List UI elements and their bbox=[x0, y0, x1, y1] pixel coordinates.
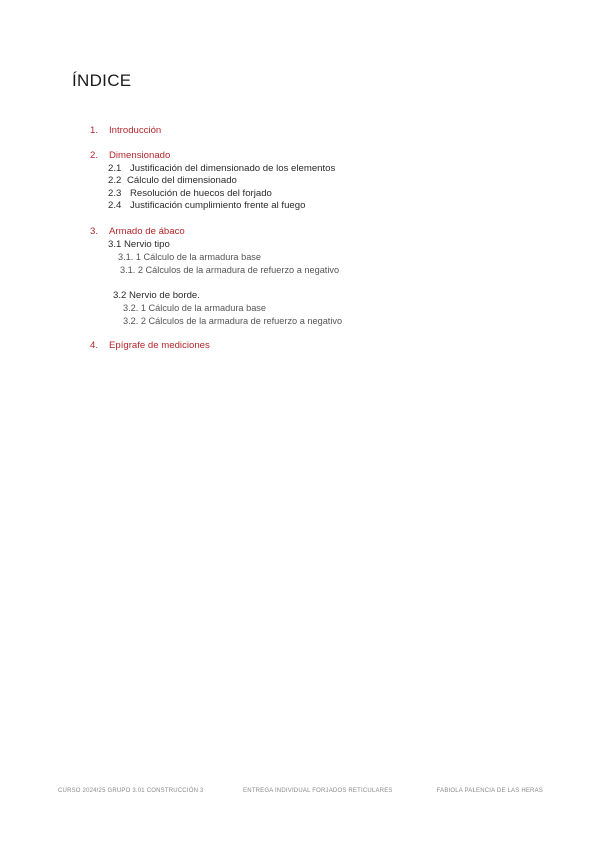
toc-group-3-1[interactable]: 3.1 Nervio tipo bbox=[108, 239, 170, 250]
toc-section-1[interactable] bbox=[90, 125, 161, 137]
toc-item-2-3-label: Resolución de huecos del forjado bbox=[130, 188, 272, 199]
toc-item-2-4-label: Justificación cumplimiento frente al fuego bbox=[130, 200, 306, 211]
toc-group-3-2[interactable]: 3.2 Nervio de borde. bbox=[113, 290, 200, 301]
toc-item-3-1-1[interactable]: 3.1. 1 Cálculo de la armadura base bbox=[118, 252, 262, 262]
footer-course: CURSO 2024/25 GRUPO 3.01 CONSTRUCCIÓN 3 bbox=[58, 788, 204, 794]
toc-item-2-2[interactable] bbox=[108, 175, 237, 187]
toc-item-2-1-label: Justificación del dimensionado de los elementos bbox=[130, 163, 336, 174]
toc-item-2-2-label: Cálculo del dimensionado bbox=[127, 175, 237, 186]
toc-item-2-4-number: 2.4 bbox=[108, 200, 122, 211]
toc-item-3-1-2[interactable]: 3.1. 2 Cálculos de la armadura de refuerzo a negativo bbox=[120, 265, 340, 275]
toc-section-4-number: 4. bbox=[90, 340, 99, 351]
toc-section-1-label: Introducción bbox=[109, 125, 162, 136]
toc-item-2-2-number: 2.2 bbox=[108, 175, 122, 186]
toc-item-3-2-2[interactable]: 3.2. 2 Cálculos de la armadura de refuerzo a negativo bbox=[123, 316, 343, 326]
toc-section-4-label: Epígrafe de mediciones bbox=[109, 340, 210, 351]
toc-section-3-number: 3. bbox=[90, 226, 99, 237]
footer-author: FABIOLA PALENCIA DE LAS HERAS bbox=[436, 788, 543, 794]
toc-item-2-3-number: 2.3 bbox=[108, 188, 122, 199]
toc-item-2-4[interactable] bbox=[108, 200, 305, 212]
toc-section-2-label: Dimensionado bbox=[109, 150, 171, 161]
page-title: ÍNDICE bbox=[72, 71, 132, 90]
toc-section-3-label: Armado de ábaco bbox=[109, 226, 185, 237]
footer-title: ENTREGA INDIVIDUAL FORJADOS RETICULARES bbox=[243, 788, 393, 794]
toc-item-2-1[interactable] bbox=[108, 163, 335, 175]
toc-section-2[interactable] bbox=[90, 150, 170, 162]
toc-section-1-number: 1. bbox=[90, 125, 99, 136]
toc-item-2-3[interactable] bbox=[108, 188, 272, 200]
toc-item-3-2-1[interactable]: 3.2. 1 Cálculo de la armadura base bbox=[123, 303, 267, 313]
toc-section-2-number: 2. bbox=[90, 150, 99, 161]
toc-section-4[interactable] bbox=[90, 340, 210, 352]
toc-section-3[interactable] bbox=[90, 226, 185, 238]
toc-item-2-1-number: 2.1 bbox=[108, 163, 122, 174]
